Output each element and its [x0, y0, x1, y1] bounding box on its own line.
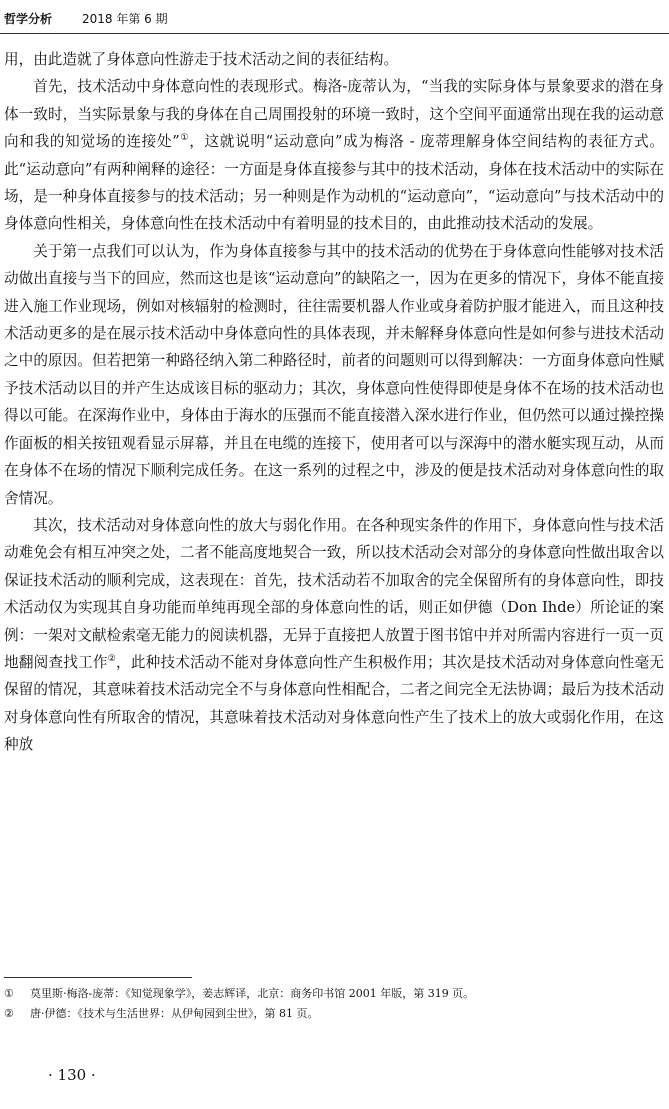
paragraph: [4, 73, 664, 237]
paragraph-text: 关于第一点我们可以认为，作为身体直接参与其中的技术活动的优势在于身体意向性能够对技术活动做出直接与当下的回应，然而这也是该“运动意向”的缺陷之一，因为在更多的情况下，身体不能直接进入施工作业现场，例如对核辐射的检测时，往往需要机器人作业或身着防护服才能进入，而且这种技术活动更多的是在展示技术活动中身体意向性的具体表现，并未解释身体意向性是如何参与进技术活动之中的原因。但若把第一种路径纳入第二种路径时，前者的问题则可以得到解决：一方面身体意向性赋予技术活动以目的并产生达成该目标的驱动力；其次，身体意向性使得即使是身体不在场的技术活动也得以可能。在深海作业中，身体由于海水的压强而不能直接潜入深水进行作业，但仍然可以通过操控操作面板的相关按钮观看显示屏幕，并且在电缆的连接下，使用者可以与深海中的潜水艇实现互动，从而在身体不在场的情况下顺利完成任务。在这一系列的过程之中，涉及的便是技术活动对身体意向性的取舍情况。: [4, 242, 664, 507]
paragraph-text: ，此种技术活动不能对身体意向性产生积极作用；其次是技术活动对身体意向性毫无保留的情况，其意味着技术活动完全不与身体意向性相配合，二者之间完全无法协调；最后为技术活动对身体意向性有所取舍的情况，其意味着技术活动对身体意向性产生了技术上的放大或弱化作用，在这种放: [4, 653, 664, 754]
paragraph-continuation: [4, 46, 664, 73]
paragraph: [4, 512, 664, 759]
paragraph-text: 首先，技术活动中身体意向性的表现形式。梅洛-庞蒂认为，“当我的实际身体与景象要求的潜在身体一致时，当实际景象与我的身体在自己周围投射的环境一致时，这个空间平面通常出现在我的运动意向和我的知觉场的连接处”: [4, 78, 664, 151]
footnote-text: 唐·伊德：《技术与生活世界：从伊甸园到尘世》，第 81 页。: [30, 1007, 319, 1020]
footnote: [4, 984, 664, 1004]
footnote-text: 莫里斯·梅洛-庞蒂：《知觉现象学》，姜志辉译，北京：商务印书馆 2001 年版，第 319 页。: [30, 987, 475, 1000]
footnote-mark: ①: [4, 987, 14, 1000]
footnote-divider: [4, 977, 192, 978]
footnotes: [4, 984, 664, 1024]
footnote-mark: ②: [4, 1007, 14, 1020]
paragraph-text: 其次，技术活动对身体意向性的放大与弱化作用。在各种现实条件的作用下，身体意向性与技术活动难免会有相互冲突之处，二者不能高度地契合一致，所以技术活动会对部分的身体意向性做出取舍以保证技术活动的顺利完成，这表现在：首先，技术活动若不加取舍的完全保留所有的身体意向性，即技术活动仅为实现其自身功能而单纯再现全部的身体意向性的话，则正如伊德（Don Ihde）所论证的案例：一架对文献检索毫无能力的阅读机器，无异于直接把人放置于图书馆中并对所需内容进行一页一页地翻阅查找工作: [4, 516, 664, 671]
page-number: · 130 ·: [48, 1066, 96, 1084]
running-header: [0, 0, 669, 34]
footnote: [4, 1004, 664, 1024]
article-body: [4, 46, 664, 759]
paragraph-text: 用，由此造就了身体意向性游走于技术活动之间的表征结构。: [4, 51, 399, 68]
issue-label: 2018 年第 6 期: [82, 12, 168, 26]
paragraph: [4, 238, 664, 512]
paragraph-text: ，这就说明“运动意向”成为梅洛 - 庞蒂理解身体空间结构的表征方式。此“运动意向”有两种阐释的途径：一方面是身体直接参与其中的技术活动，身体在技术活动中的实际在场，是一种身体直接参与的技术活动；另一种则是作为动机的“运动意向”，“运动意向”与技术活动中的身体意向性相关，身体意向性在技术活动中有着明显的技术目的，由此推动技术活动的发展。: [4, 133, 664, 233]
footnote-reference[interactable]: ②: [107, 654, 117, 665]
journal-name: 哲学分析: [4, 12, 53, 26]
footnote-reference[interactable]: ①: [179, 133, 190, 144]
